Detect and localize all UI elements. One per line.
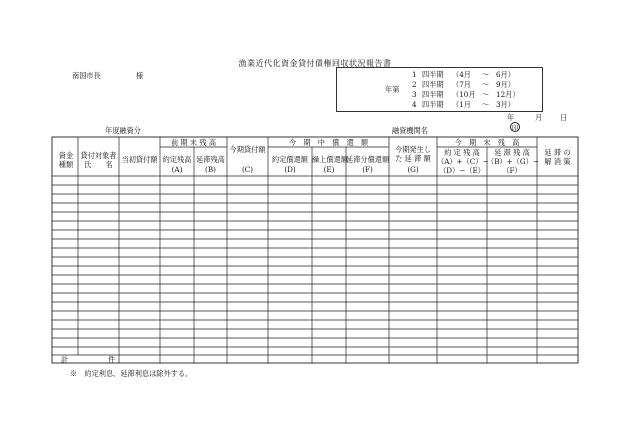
header-prev-agreed-code: (A) — [171, 165, 183, 174]
header-current-loan: 今期貸付額 — [229, 145, 266, 154]
footnote: ※ 約定利息、延滞利息は除外する。 — [70, 369, 193, 378]
quarter-option-1: 1 四半期 （4月 〜 6月） — [412, 70, 515, 79]
seal-mark: 印 — [511, 124, 519, 132]
header-overdue-resolution-2: 解 消 策 — [544, 157, 571, 166]
header-new-overdue-code: (G) — [407, 165, 419, 174]
year-loan-label: 年度融資分 — [105, 126, 141, 135]
header-borrower-2: 氏 名 — [84, 160, 113, 169]
header-end-overdue: 延 滞 残 高 — [494, 148, 530, 157]
header-prev-end-balance: 前 期 末 残 高 — [170, 138, 217, 147]
addressee: 南国市長 — [72, 71, 101, 80]
header-prev-agreed: 約定残高 — [162, 155, 192, 164]
header-prev-overdue-code: (B) — [205, 165, 216, 174]
header-new-overdue-2: た 延 滞 額 — [395, 154, 431, 163]
date-day: 日 — [560, 113, 568, 122]
header-borrower-1: 貸付対象者 — [80, 151, 117, 160]
header-rep-agreed: 約定償還額 — [272, 155, 308, 164]
quarter-option-4: 4 四半期 （1月 〜 3月） — [412, 100, 515, 109]
header-end-agreed-formula-2: （D）−（E） — [439, 166, 485, 175]
header-overdue-resolution-1: 延 滞 の — [544, 148, 571, 157]
honorific: 様 — [136, 71, 144, 80]
header-initial-amount: 当初貸付額 — [121, 155, 158, 164]
total-row-count-unit: 件 — [108, 355, 116, 364]
header-prev-overdue: 延滞残高 — [196, 155, 225, 164]
header-end-overdue-formula-1: （B）+（G）− — [487, 157, 539, 166]
quarter-option-3: 3 四半期 （10月 〜 12月） — [412, 90, 520, 99]
total-row-label: 計 — [61, 355, 69, 364]
header-rep-early: 繰上償還額 — [312, 155, 348, 164]
header-rep-overdue: 延滞分償還額 — [346, 155, 390, 164]
header-end-balance-group: 今 期 末 残 高 — [454, 138, 520, 147]
institution-label: 融資機関名 — [392, 126, 428, 135]
header-current-loan-code: (C) — [241, 165, 254, 174]
header-new-overdue-1: 今期発生し — [395, 145, 431, 154]
date-year: 年 — [507, 113, 515, 122]
date-month: 月 — [535, 113, 543, 122]
header-loan-type-1: 資金 — [58, 151, 74, 160]
header-loan-type-2: 種類 — [58, 160, 74, 169]
header-rep-overdue-code: (F) — [362, 165, 373, 174]
header-end-agreed: 約 定 残 高 — [444, 148, 480, 157]
header-rep-agreed-code: (D) — [284, 165, 296, 174]
header-repayment-group: 今 期 中 償 還 額 — [288, 138, 369, 147]
header-end-agreed-formula-1: （A）+（C）− — [437, 157, 489, 166]
document-title: 漁業近代化資金貸付債権回収状況報告書 — [238, 59, 392, 68]
header-rep-early-code: (E) — [323, 165, 335, 174]
quarter-option-2: 2 四半期 （7月 〜 9月） — [412, 80, 515, 89]
header-end-overdue-formula-2: （F） — [502, 166, 522, 175]
fiscal-year-label: 年第 — [385, 85, 400, 94]
